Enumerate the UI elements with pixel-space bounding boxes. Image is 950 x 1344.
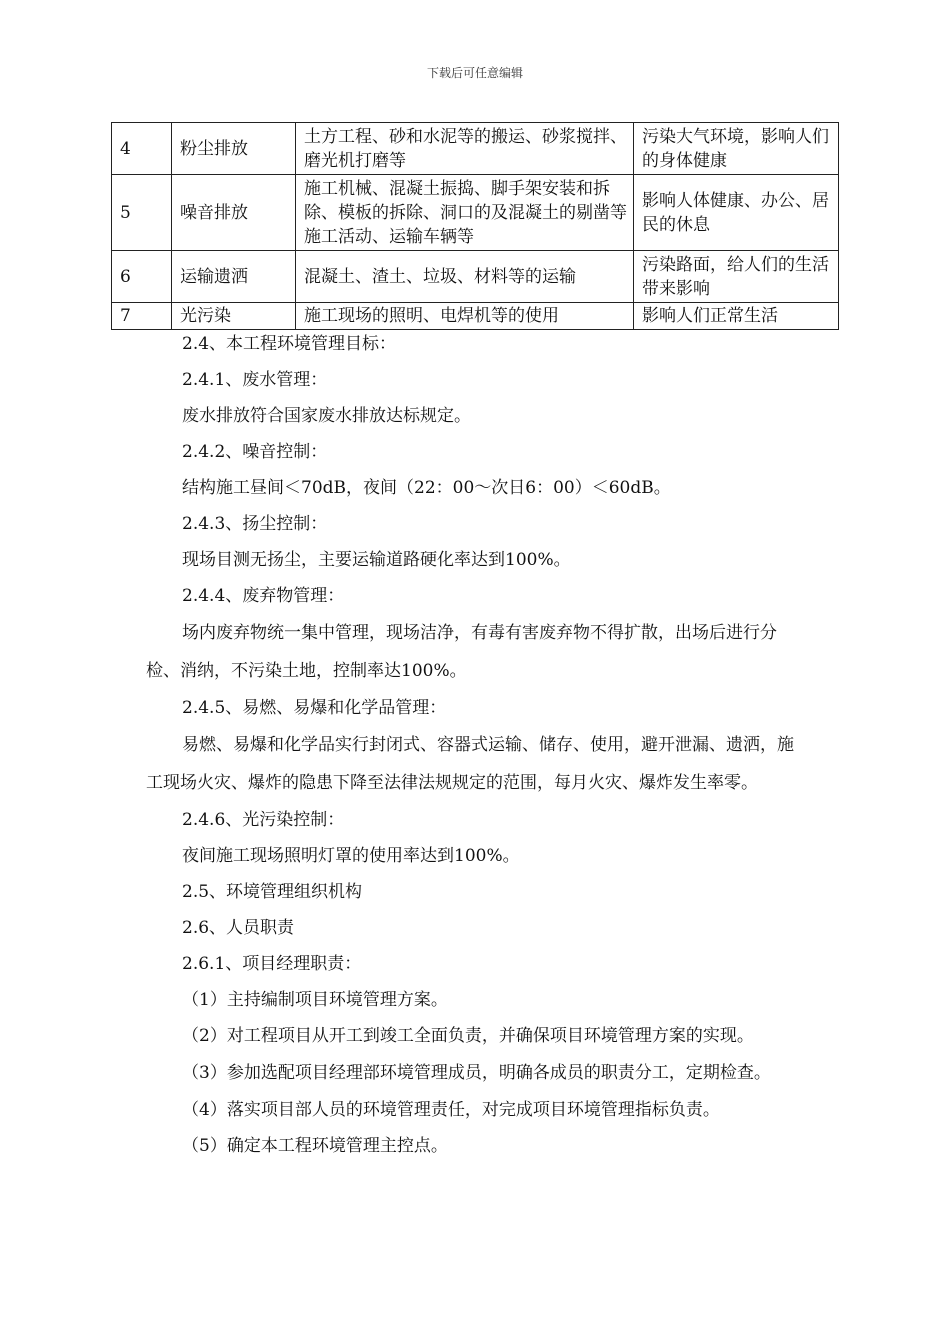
document-body [146,326,810,1164]
list-item: （4）落实项目部人员的环境管理责任，对完成项目环境管理指标负责。 [182,1100,720,1120]
list-item: （2）对工程项目从开工到竣工全面负责，并确保项目环境管理方案的实现。 [182,1026,754,1046]
paragraph: 夜间施工现场照明灯罩的使用率达到100%。 [182,846,520,866]
table-row [112,251,839,303]
table-row [112,175,839,251]
section-heading: 2.5、环境管理组织机构 [182,882,363,902]
subsection-heading: 2.4.4、废弃物管理： [182,586,345,606]
paragraph: 场内废弃物统一集中管理，现场洁净，有毒有害废弃物不得扩散，出场后进行分检、消纳，不污染土地，控制率达100%。 [146,623,777,681]
factor-cause: 施工现场的照明、电焊机等的使用 [296,303,634,330]
subsection-heading: 2.4.5、易燃、易爆和化学品管理： [182,698,447,718]
list-item: （1）主持编制项目环境管理方案。 [182,990,448,1010]
page-header: 下载后可任意编辑 [426,66,523,80]
factor-name: 粉尘排放 [172,123,296,175]
section-heading: 2.6、人员职责 [182,918,295,938]
row-number: 4 [112,123,172,175]
paragraph: 易燃、易爆和化学品实行封闭式、容器式运输、储存、使用，避开泄漏、遗洒，施工现场火灾、爆炸的隐患下降至法律法规规定的范围，每月火灾、爆炸发生率零。 [146,735,794,793]
factor-cause: 土方工程、砂和水泥等的搬运、砂浆搅拌、磨光机打磨等 [296,123,634,175]
subsection-heading: 2.4.3、扬尘控制： [182,514,328,534]
factor-impact: 污染路面，给人们的生活带来影响 [634,251,839,303]
factor-cause: 混凝土、渣土、垃圾、材料等的运输 [296,251,634,303]
row-number: 7 [112,303,172,330]
subsection-heading: 2.4.1、废水管理： [182,370,328,390]
paragraph: 现场目测无扬尘，主要运输道路硬化率达到100%。 [182,550,571,570]
factor-cause: 施工机械、混凝土振捣、脚手架安装和拆除、模板的拆除、洞口的及混凝土的剔凿等施工活动、运输车辆等 [296,175,634,251]
list-item: （3）参加选配项目经理部环境管理成员，明确各成员的职责分工，定期检查。 [182,1063,771,1083]
paragraph: 废水排放符合国家废水排放达标规定。 [182,406,471,426]
subsection-heading: 2.4.6、光污染控制： [182,810,345,830]
factor-impact: 影响人体健康、办公、居民的休息 [634,175,839,251]
subsection-heading: 2.4.2、噪音控制： [182,442,328,462]
paragraph: 结构施工昼间＜70dB，夜间（22：00～次日6：00）＜60dB。 [182,478,671,498]
factor-impact: 影响人们正常生活 [634,303,839,330]
subsection-heading: 2.6.1、项目经理职责： [182,954,362,974]
factor-name: 运输遗洒 [172,251,296,303]
environment-factor-table [111,122,839,330]
factor-name: 噪音排放 [172,175,296,251]
row-number: 6 [112,251,172,303]
row-number: 5 [112,175,172,251]
list-item: （5）确定本工程环境管理主控点。 [182,1136,448,1156]
section-heading: 2.4、本工程环境管理目标： [182,334,397,354]
factor-name: 光污染 [172,303,296,330]
factor-impact: 污染大气环境，影响人们的身体健康 [634,123,839,175]
table-row [112,123,839,175]
